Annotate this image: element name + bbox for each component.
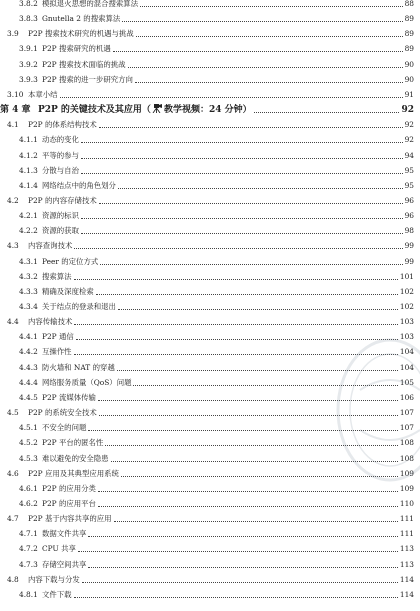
toc-leader-dots xyxy=(133,385,397,386)
toc-title-text: P2P 的系统安全技术 xyxy=(28,408,97,418)
toc-section-row[interactable] xyxy=(0,573,420,587)
toc-number: 4.8.1 xyxy=(19,589,38,599)
toc-title xyxy=(42,345,72,359)
toc-number: 第 4 章 xyxy=(0,105,31,116)
toc-title xyxy=(42,452,109,466)
toc-number: 4.4.2 xyxy=(19,347,38,357)
toc-title-text: 内容下载与分发 xyxy=(28,574,80,584)
toc-number: 3.9.2 xyxy=(19,59,38,69)
toc-title xyxy=(42,58,126,72)
toc-subsection-row[interactable] xyxy=(0,361,420,375)
toc-title xyxy=(42,179,116,193)
toc-title xyxy=(42,149,79,163)
toc-title-text: 资源的获取 xyxy=(42,226,79,236)
toc-subsection-row[interactable] xyxy=(0,452,420,466)
toc-number: 4.1.4 xyxy=(19,180,38,190)
toc-subsection-row[interactable] xyxy=(0,42,420,56)
toc-title-text: P2P 应用及其典型应用系统 xyxy=(28,468,119,478)
toc-subsection-row[interactable] xyxy=(0,542,420,556)
toc-page-number: 95 xyxy=(404,180,414,190)
toc-leader-dots xyxy=(100,264,402,265)
toc-title-text: 本章小结 xyxy=(28,89,58,99)
toc-title xyxy=(42,0,138,11)
toc-subsection-row[interactable] xyxy=(0,164,420,178)
toc-leader-dots xyxy=(98,506,398,507)
toc-leader-dots xyxy=(74,597,398,598)
toc-section-row[interactable] xyxy=(0,239,420,253)
toc-page-number: 94 xyxy=(404,150,414,160)
toc-leader-dots xyxy=(60,97,403,98)
toc-number: 4.4.5 xyxy=(19,392,38,402)
toc-title-text: P2P 基于内容共享的应用 xyxy=(28,514,112,524)
toc-title xyxy=(42,391,96,405)
toc-title-text: Gnutella 2 的搜索算法 xyxy=(42,14,121,24)
toc-subsection-row[interactable] xyxy=(0,149,420,163)
toc-subsection-row[interactable] xyxy=(0,482,420,496)
toc-title xyxy=(42,270,72,284)
toc-page-number: 91 xyxy=(404,89,414,99)
toc-page-number: 104 xyxy=(399,362,414,372)
toc-page-number: 109 xyxy=(399,483,414,493)
toc-number: 4.5.2 xyxy=(19,438,38,448)
toc-number: 3.8.2 xyxy=(19,0,38,8)
toc-title-text: P2P 的内容存储技术 xyxy=(28,195,97,205)
toc-subsection-row[interactable] xyxy=(0,376,420,390)
toc-leader-dots xyxy=(81,218,403,219)
toc-leader-dots xyxy=(122,21,402,22)
toc-subsection-row[interactable] xyxy=(0,330,420,344)
toc-leader-dots xyxy=(128,67,403,68)
toc-leader-dots xyxy=(88,536,398,537)
toc-number: 3.9.3 xyxy=(19,74,38,84)
toc-page-number: 99 xyxy=(404,256,414,266)
toc-subsection-row[interactable] xyxy=(0,497,420,511)
toc-section-row[interactable] xyxy=(0,406,420,420)
toc-number: 4.6.2 xyxy=(19,498,38,508)
toc-page-number: 89 xyxy=(404,29,414,39)
toc-number: 4.3.3 xyxy=(19,286,38,296)
toc-leader-dots xyxy=(99,415,398,416)
toc-number: 4.8 xyxy=(7,574,19,584)
toc-subsection-row[interactable] xyxy=(0,179,420,193)
toc-title-text: P2P 搜索技术研究的机遇与挑战 xyxy=(28,29,134,39)
toc-page-number: 106 xyxy=(399,392,414,402)
toc-leader-dots xyxy=(118,188,403,189)
toc-subsection-row[interactable] xyxy=(0,558,420,572)
toc-title xyxy=(42,542,76,556)
toc-title-text: 关于结点的登录和退出 xyxy=(42,302,116,311)
toc-page-number: 95 xyxy=(404,165,414,175)
toc-page-number: 114 xyxy=(399,574,414,584)
toc-title-text: 难以避免的安全隐患 xyxy=(42,453,109,463)
toc-page-number: 103 xyxy=(399,317,414,327)
toc-title-text: 数据文件共享 xyxy=(42,529,87,539)
toc-title-suffix: 教学视频：24 分钟） xyxy=(163,105,252,116)
toc-number: 4.3.2 xyxy=(19,271,38,281)
toc-leader-dots xyxy=(254,112,400,113)
toc-title xyxy=(42,285,94,299)
toc-leader-dots xyxy=(140,6,403,7)
toc-page-number: 103 xyxy=(399,332,414,342)
toc-leader-dots xyxy=(98,400,398,401)
toc-title-text: 搜索算法 xyxy=(42,271,72,281)
toc-number: 4.3 xyxy=(7,241,19,251)
toc-page-number: 108 xyxy=(399,453,414,463)
toc-title-text: 不安全的问题 xyxy=(42,423,87,433)
toc-title-text: 精确及深度检索 xyxy=(42,286,94,296)
toc-number: 4.7.3 xyxy=(19,559,38,569)
toc-title-text: P2P 的体系结构技术 xyxy=(28,120,97,130)
toc-number: 4.6 xyxy=(7,468,19,478)
toc-title xyxy=(28,27,134,41)
toc-page-number: 99 xyxy=(404,241,414,251)
toc-number: 4.1.2 xyxy=(19,150,38,160)
toc-number: 4.7.2 xyxy=(19,544,38,554)
toc-title xyxy=(42,133,79,147)
toc-title-text: 内容查询技术 xyxy=(28,241,73,251)
toc-page-number: 89 xyxy=(404,14,414,24)
toc-page-number: 110 xyxy=(399,498,414,508)
toc-section-row[interactable] xyxy=(0,512,420,526)
toc-title xyxy=(28,467,119,481)
toc-section-row[interactable] xyxy=(0,118,420,132)
toc-title xyxy=(42,588,72,602)
toc-title-text: 防火墙和 NAT 的穿越 xyxy=(42,362,115,372)
toc-page-number: 88 xyxy=(404,0,414,8)
toc-title xyxy=(42,300,116,314)
toc-page-number: 92 xyxy=(401,105,414,116)
toc-title xyxy=(42,224,79,238)
toc-leader-dots xyxy=(117,370,398,371)
toc-leader-dots xyxy=(74,248,402,249)
toc-leader-dots xyxy=(114,521,398,522)
toc-number: 4.7.1 xyxy=(19,529,38,539)
toc-title-text: P2P 平台的匿名性 xyxy=(42,438,104,448)
toc-title-text: P2P 的关键技术及其应用（ xyxy=(38,105,151,116)
toc-title xyxy=(28,512,112,526)
toc-subsection-row[interactable] xyxy=(0,527,420,541)
toc-leader-dots xyxy=(74,324,398,325)
toc-number: 3.8.3 xyxy=(19,14,38,24)
toc-number: 3.9 xyxy=(7,29,19,39)
toc-page-number: 111 xyxy=(399,529,414,539)
toc-page-number: 96 xyxy=(404,211,414,221)
toc-title-text: P2P 搜索的进一步研究方向 xyxy=(42,74,133,84)
toc-number: 4.6.1 xyxy=(19,483,38,493)
toc-subsection-row[interactable] xyxy=(0,300,420,314)
toc-page-number: 92 xyxy=(404,120,414,130)
toc-page-number: 102 xyxy=(399,302,414,311)
toc-title-text: P2P 搜索研究的机遇 xyxy=(42,44,111,54)
toc-section-row[interactable] xyxy=(0,27,420,41)
toc-page-number: 90 xyxy=(404,74,414,84)
toc-number: 4.4 xyxy=(7,317,19,327)
toc-leader-dots xyxy=(88,430,398,431)
toc-subsection-row[interactable] xyxy=(0,224,420,238)
toc-title-text: 内容传输技术 xyxy=(28,317,73,327)
toc-title-text: P2P 搜索技术面临的挑战 xyxy=(42,59,126,69)
toc-title-text: 平等的参与 xyxy=(42,150,79,160)
toc-number: 4.4.1 xyxy=(19,332,38,342)
toc-leader-dots xyxy=(99,203,403,204)
toc-section-row[interactable] xyxy=(0,467,420,481)
toc-title-text: 网络服务质量（QoS）问题 xyxy=(42,377,132,387)
toc-title xyxy=(28,239,72,253)
toc-section-row[interactable] xyxy=(0,88,420,102)
toc-leader-dots xyxy=(76,339,398,340)
toc-title-text: P2P 的应用分类 xyxy=(42,483,96,493)
toc-title xyxy=(42,42,111,56)
toc-subsection-row[interactable] xyxy=(0,421,420,435)
toc-page-number: 114 xyxy=(399,589,414,599)
toc-title-text: Peer 的定位方式 xyxy=(42,256,99,266)
toc-subsection-row[interactable] xyxy=(0,0,420,11)
toc-title xyxy=(42,164,79,178)
toc-title xyxy=(28,406,97,420)
toc-title xyxy=(42,361,115,375)
toc-page-number: 101 xyxy=(399,271,414,281)
toc-number: 4.5 xyxy=(7,408,19,418)
toc-page-number: 105 xyxy=(399,377,414,387)
toc-leader-dots xyxy=(111,461,398,462)
toc-title-text: CPU 共享 xyxy=(42,544,76,554)
toc-number: 3.9.1 xyxy=(19,44,38,54)
toc-title xyxy=(42,558,86,572)
toc-number: 4.5.3 xyxy=(19,453,38,463)
toc-page-number: 111 xyxy=(399,514,414,524)
toc-title-text: 动态的变化 xyxy=(42,135,79,145)
toc-title-text: 存储空间共享 xyxy=(42,559,87,569)
toc-page-number: 92 xyxy=(404,135,414,145)
toc-title-text: P2P 通信 xyxy=(42,332,74,342)
toc-section-row[interactable] xyxy=(0,194,420,208)
toc-number: 4.3.4 xyxy=(19,302,38,311)
toc-number: 4.1 xyxy=(7,120,19,130)
toc-subsection-row[interactable] xyxy=(0,345,420,359)
toc-leader-dots xyxy=(136,36,403,37)
camera-icon xyxy=(152,104,163,113)
toc-title xyxy=(42,73,133,87)
toc-title xyxy=(42,436,103,450)
toc-title xyxy=(42,527,86,541)
toc-subsection-row[interactable] xyxy=(0,73,420,87)
toc-leader-dots xyxy=(88,567,398,568)
toc-number: 4.4.4 xyxy=(19,377,38,387)
toc-number: 3.10 xyxy=(7,89,24,99)
toc-leader-dots xyxy=(113,51,403,52)
toc-page-number: 96 xyxy=(404,195,414,205)
toc-title-text: 模拟退火思想的混合搜索算法 xyxy=(42,0,139,8)
toc-title xyxy=(28,315,72,329)
toc-title-text: 分散与自治 xyxy=(42,165,79,175)
toc-leader-dots xyxy=(118,309,398,310)
toc-number: 4.1.3 xyxy=(19,165,38,175)
toc-title xyxy=(28,573,80,587)
toc-page-number: 107 xyxy=(399,408,414,418)
toc-title-text: P2P 流媒体传输 xyxy=(42,392,96,402)
toc-page-number: 109 xyxy=(399,468,414,478)
toc-page-number: 113 xyxy=(399,559,414,569)
toc-leader-dots xyxy=(74,354,398,355)
toc-leader-dots xyxy=(135,82,403,83)
toc-subsection-row[interactable] xyxy=(0,12,420,26)
toc-title xyxy=(28,88,58,102)
toc-subsection-row[interactable] xyxy=(0,285,420,299)
toc-title-text: 互操作性 xyxy=(42,347,72,357)
toc-title xyxy=(42,376,131,390)
toc-number: 4.3.1 xyxy=(19,256,38,266)
toc-subsection-row[interactable] xyxy=(0,133,420,147)
toc-subsection-row[interactable] xyxy=(0,436,420,450)
toc-title xyxy=(42,421,86,435)
toc-number: 4.4.3 xyxy=(19,362,38,372)
toc-subsection-row[interactable] xyxy=(0,209,420,223)
toc-page-number: 113 xyxy=(399,544,414,554)
toc-title xyxy=(42,209,79,223)
toc-leader-dots xyxy=(81,233,403,234)
toc-page-number: 98 xyxy=(404,226,414,236)
toc-page-number: 89 xyxy=(404,44,414,54)
toc-number: 4.7 xyxy=(7,514,19,524)
toc-leader-dots xyxy=(81,142,403,143)
toc-subsection-row[interactable] xyxy=(0,270,420,284)
toc-number: 4.2.1 xyxy=(19,211,38,221)
toc-title-text: 网络结点中的角色划分 xyxy=(42,180,116,190)
toc-leader-dots xyxy=(99,127,403,128)
toc-leader-dots xyxy=(121,476,398,477)
toc-subsection-row[interactable] xyxy=(0,391,420,405)
toc-leader-dots xyxy=(96,294,398,295)
toc-leader-dots xyxy=(82,582,398,583)
toc-page-number: 107 xyxy=(399,423,414,433)
toc-section-row[interactable] xyxy=(0,315,420,329)
toc-title-text: 资源的标识 xyxy=(42,211,79,221)
toc-title-text: P2P 的应用平台 xyxy=(42,498,96,508)
toc-leader-dots xyxy=(81,158,403,159)
toc-number: 4.2.2 xyxy=(19,226,38,236)
toc-number: 4.5.1 xyxy=(19,423,38,433)
toc-title xyxy=(42,255,98,269)
toc-number: 4.2 xyxy=(7,195,19,205)
toc-leader-dots xyxy=(81,173,403,174)
toc-title-text: 文件下载 xyxy=(42,589,72,599)
toc-page-number: 108 xyxy=(399,438,414,448)
toc-leader-dots xyxy=(74,279,398,280)
toc-title xyxy=(42,482,96,496)
toc-title xyxy=(42,497,96,511)
toc-page-number: 90 xyxy=(404,59,414,69)
toc-number: 4.1.1 xyxy=(19,135,38,145)
toc-chapter-row[interactable] xyxy=(0,103,420,117)
toc-subsection-row[interactable] xyxy=(0,588,420,602)
toc-page-number: 102 xyxy=(399,286,414,296)
toc-title xyxy=(38,103,252,117)
toc-leader-dots xyxy=(105,445,398,446)
toc-title xyxy=(28,118,97,132)
toc-title xyxy=(42,330,74,344)
toc-subsection-row[interactable] xyxy=(0,58,420,72)
toc-subsection-row[interactable] xyxy=(0,255,420,269)
toc-title xyxy=(42,12,120,26)
toc-page-number: 104 xyxy=(399,347,414,357)
toc-leader-dots xyxy=(98,491,398,492)
toc-title xyxy=(28,194,97,208)
toc-leader-dots xyxy=(78,551,398,552)
